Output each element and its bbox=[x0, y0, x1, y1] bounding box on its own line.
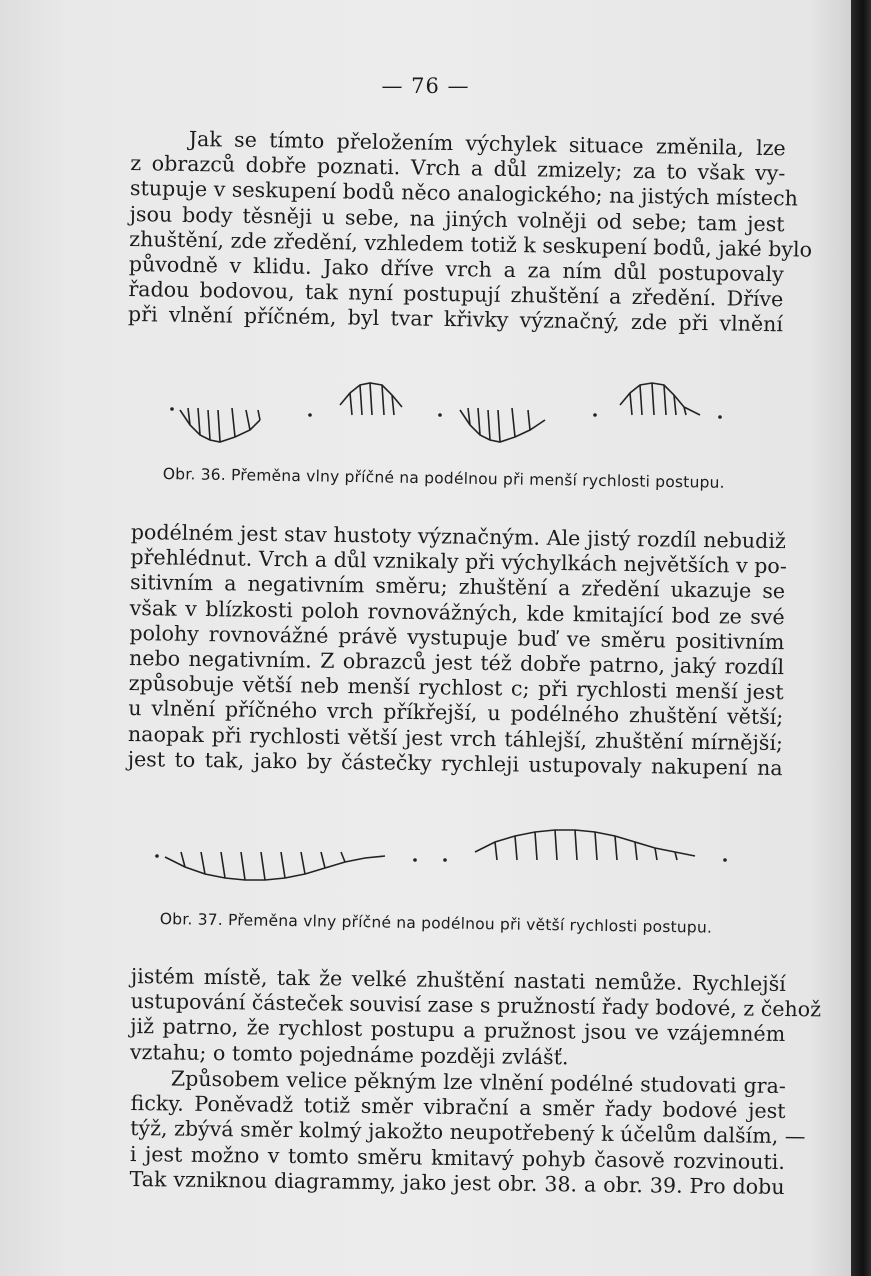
paragraph-3 bbox=[129, 964, 822, 1073]
text-line: sitivním a negativním směru; zhuštění a zředění ukazuje se bbox=[129, 570, 786, 604]
text-line: týž, zbývá směr kolmý jakožto neupotřebený k účelům dalším, — bbox=[130, 1116, 806, 1149]
text-line: způsobuje větší neb menší rychlost c; při rychlosti menší jest bbox=[128, 671, 784, 705]
figure-36-wave-diagram bbox=[160, 375, 780, 455]
text-line: jest to tak, jako by částečky rychleji ustupovaly nakupení na bbox=[127, 746, 783, 780]
paragraph-4 bbox=[129, 1066, 806, 1200]
text-line: Způsobem velice pěkným lze vlnění podélné studovati gra- bbox=[170, 1066, 786, 1099]
page-number: — 76 — bbox=[381, 74, 470, 98]
text-line: jistém místě, tak že velké zhuštění nastati nemůže. Rychlejší bbox=[130, 964, 786, 997]
text-line: polohy rovnovážné právě vystupuje buď ve směru positivním bbox=[129, 620, 785, 654]
text-line: řadou bodovou, tak nyní postupují zhuštění a zředění. Dříve bbox=[128, 277, 784, 312]
text-line: i jest možno v tomto směru kmitavý pohyb časově rozvinouti. bbox=[129, 1141, 786, 1174]
text-line: podélném jest stav hustoty význačným. Ale jistý rozdíl nebudiž bbox=[130, 520, 786, 554]
text-line: nebo negativním. Z obrazců jest též dobře patrno, jaký rozdíl bbox=[128, 646, 785, 680]
figure-37-caption: Obr. 37. Přeměna vlny příčné na podélnou při větší rychlosti postupu. bbox=[159, 910, 713, 937]
text-line: původně v klidu. Jako dříve vrch a za ním důl postupovaly bbox=[128, 252, 784, 287]
figure-36-caption: Obr. 36. Přeměna vlny příčné na podélnou při menší rychlosti postupu. bbox=[162, 465, 725, 492]
text-line: již patrno, že rychlost postupu a pružnost jsou ve vzájemném bbox=[130, 1014, 786, 1047]
paragraph-1 bbox=[127, 126, 813, 338]
paragraph-2 bbox=[127, 520, 785, 781]
text-line: přehlédnut. Vrch a důl vznikaly při výchylkách největších v po- bbox=[130, 545, 787, 579]
text-line: při vlnění příčném, byl tvar křivky význačný, zde při vlnění bbox=[127, 302, 784, 337]
text-line: Jak se tímto přeložením výchylek situace změnila, lze bbox=[188, 126, 786, 161]
text-line: však v blízkosti poloh rovnovážných, kde kmitající bod ze své bbox=[129, 595, 785, 629]
text-line: u vlnění příčného vrch příkřejší, u podélného zhuštění větší; bbox=[128, 696, 784, 730]
text-line: jsou body těsněji u sebe, na jiných volněji od sebe; tam jest bbox=[129, 201, 785, 236]
text-line: ustupování částeček souvisí zase s pružností řady bodové, z čehož bbox=[130, 989, 822, 1022]
text-line: zhuštění, zde zředění, vzhledem totiž k seskupení bodů, jaké bylo bbox=[129, 226, 813, 262]
text-line: Tak vzniknou diagrammy, jako jest obr. 38. a obr. 39. Pro dobu bbox=[129, 1166, 785, 1199]
text-line: naopak při rychlosti větší jest vrch táhlejší, zhuštění mírnější; bbox=[127, 721, 784, 755]
page-edge bbox=[851, 0, 871, 1276]
text-line: vztahu; o tomto pojednáme později zvlášť. bbox=[129, 1039, 569, 1069]
text-line: z obrazců dobře poznati. Vrch a důl zmizely; za to však vy- bbox=[130, 151, 786, 186]
figure-37-wave-diagram bbox=[145, 822, 755, 892]
text-line: stupuje v seskupení bodů něco analogického; na jistých místech bbox=[129, 176, 799, 211]
text-line: ficky. Poněvadž totiž směr vibrační a směr řady bodové jest bbox=[130, 1091, 786, 1124]
